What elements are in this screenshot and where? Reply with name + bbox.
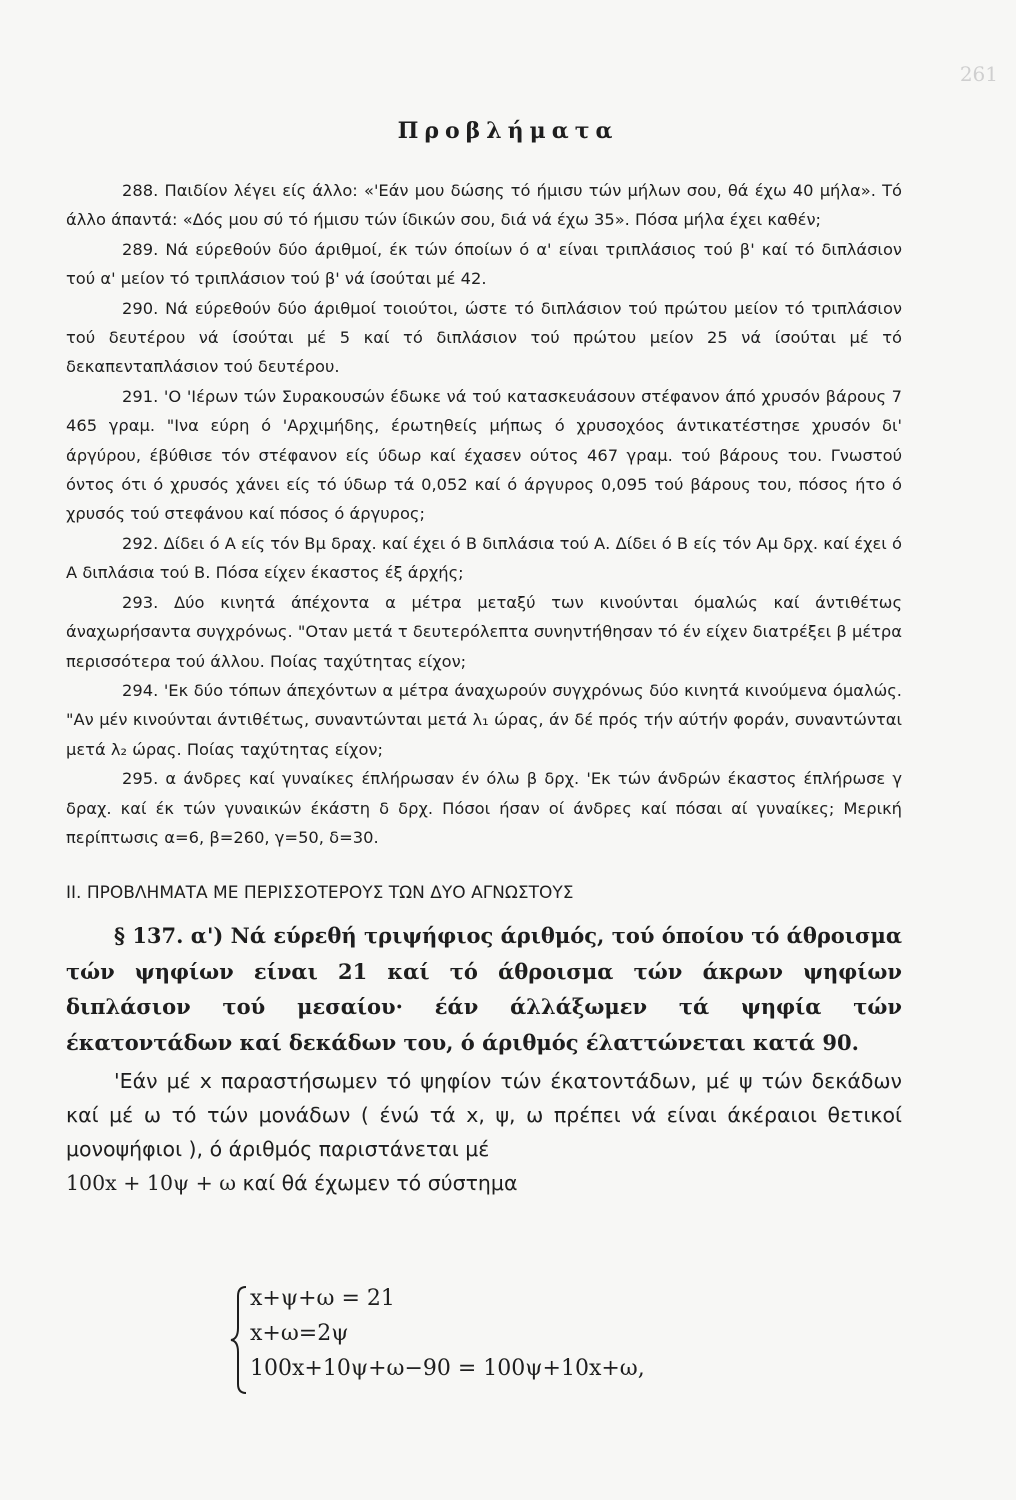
page-body <box>66 176 902 1200</box>
section-137-statement: § 137. α') Νά εύρεθή τριψήφιος άριθμός, τού όποίου τό άθροισμα τών ψηφίων είναι 21 καί τό άθροισμα τών άκρων ψηφίων διπλάσιον τού μεσαίου· έάν άλλάξωμεν τά ψηφία τών έκατοντάδων καί δεκάδων του, ό άριθμός έλαττώνεται κατά 90. <box>66 923 902 1055</box>
equation-2: x+ω=2ψ <box>250 1321 349 1346</box>
solution-paragraph <box>66 1064 902 1200</box>
page-heading: Προβλήματα <box>397 118 619 144</box>
problem-293: 293. Δύο κινητά άπέχοντα α μέτρα μεταξύ των κινούνται όμαλώς καί άντιθέτως άναχωρήσαντα συγχρόνως. "Οταν μετά τ δευτερόλεπτα συνηντήθησαν τό έν είχεν διατρέξει β μέτρα περισσότερα τού άλλου. Ποίας ταχύτητας είχον; <box>66 592 902 671</box>
equation-system <box>228 1284 788 1396</box>
equation-3: 100x+10ψ+ω−90 = 100ψ+10x+ω, <box>250 1356 645 1381</box>
left-brace-icon <box>228 1284 250 1396</box>
problem-291: 291. 'Ο 'Ιέρων τών Συρακουσών έδωκε νά τού κατασκευάσουν στέφανον άπό χρυσόν βάρους 7 465 γραμ. "Ινα εύρη ό 'Αρχιμήδης, έρωτηθείς μήπως ό χρυσοχόος άντικατέστησε χρυσόν δι' άργύρου, έβύθισε τόν στέφανον είς ύδωρ καί έχασεν ούτος 467 γραμ. τού βάρους του. Γνωστού όντος ότι ό χρυσός χάνει είς τό ύδωρ τά 0,052 καί ό άργυρος 0,095 τού βάρους του, πόσος ήτο ό χρυσός τού στεφάνου καί πόσος ό άργυρος; <box>66 386 902 524</box>
problem-290: 290. Νά εύρεθούν δύο άριθμοί τοιούτοι, ώστε τό διπλάσιον τού πρώτου μείον τό τριπλάσιον τού δευτέρου νά ίσούται μέ 5 καί τό διπλάσιον τού πρώτου μείον 25 νά ίσούται μέ τό δεκαπενταπλάσιον τού δευτέρου. <box>66 298 902 377</box>
solution-tail: καί θά έχωμεν τό σύστημα <box>236 1171 518 1196</box>
problem-294: 294. 'Εκ δύο τόπων άπεχόντων α μέτρα άναχωρούν συγχρόνως δύο κινητά κινούμενα όμαλώς. "Αν μέν κινούνται άντιθέτως, συναντώνται μετά λ₁ ώρας, άν δέ πρός τήν αύτήν φοράν, συναντώνται μετά λ₂ ώρας. Ποίας ταχύτητας είχον; <box>66 680 902 759</box>
problem-292: 292. Δίδει ό Α είς τόν Βμ δραχ. καί έχει ό Β διπλάσια τού Α. Δίδει ό Β είς τόν Αμ δρχ. καί έχει ό Α διπλάσια τού Β. Πόσα είχεν έκαστος έξ άρχής; <box>66 533 902 583</box>
problem-295: 295. α άνδρες καί γυναίκες έπλήρωσαν έν όλω β δρχ. 'Εκ τών άνδρών έκαστος έπλήρωσε γ δραχ. καί έκ τών γυναικών έκάστη δ δρχ. Πόσοι ήσαν οί άνδρες καί πόσαι αί γυναίκες; Μερική περίπτωσις α=6, β=260, γ=50, δ=30. <box>66 769 902 847</box>
section-title: ΙΙ. ΠΡΟΒΛΗΜΑΤΑ ΜΕ ΠΕΡΙΣΣΟΤΕΡΟΥΣ ΤΩΝ ΔΥΟ ΑΓΝΩΣΤΟΥΣ <box>66 883 574 904</box>
solution-text: 'Εάν μέ x παραστήσωμεν τό ψηφίον τών έκατοντάδων, μέ ψ τών δεκάδων καί μέ ω τό τών μονάδων ( ένώ τά x, ψ, ω πρέπει νά είναι άκέραιοι θετικοί μονοψήφιοι ), ό άριθμός παριστάνεται μέ <box>66 1069 902 1162</box>
solution-expression: 100x + 10ψ + ω <box>66 1171 236 1196</box>
equation-1: x+ψ+ω = 21 <box>250 1286 395 1311</box>
problem-289: 289. Νά εύρεθούν δύο άριθμοί, έκ τών όποίων ό α' είναι τριπλάσιος τού β' καί τό διπλάσιον τού α' μείον τό τριπλάσιον τού β' νά ίσούται μέ 42. <box>66 239 902 289</box>
problem-288: 288. Παιδίον λέγει είς άλλο: «'Εάν μου δώσης τό ήμισυ τών μήλων σου, θά έχω 40 μήλα». Τό άλλο άπαντά: «Δός μου σύ τό ήμισυ τών ίδικών σου, διά νά έχω 35». Πόσα μήλα έχει καθέν; <box>66 181 902 230</box>
page-number: 261 <box>959 62 998 86</box>
